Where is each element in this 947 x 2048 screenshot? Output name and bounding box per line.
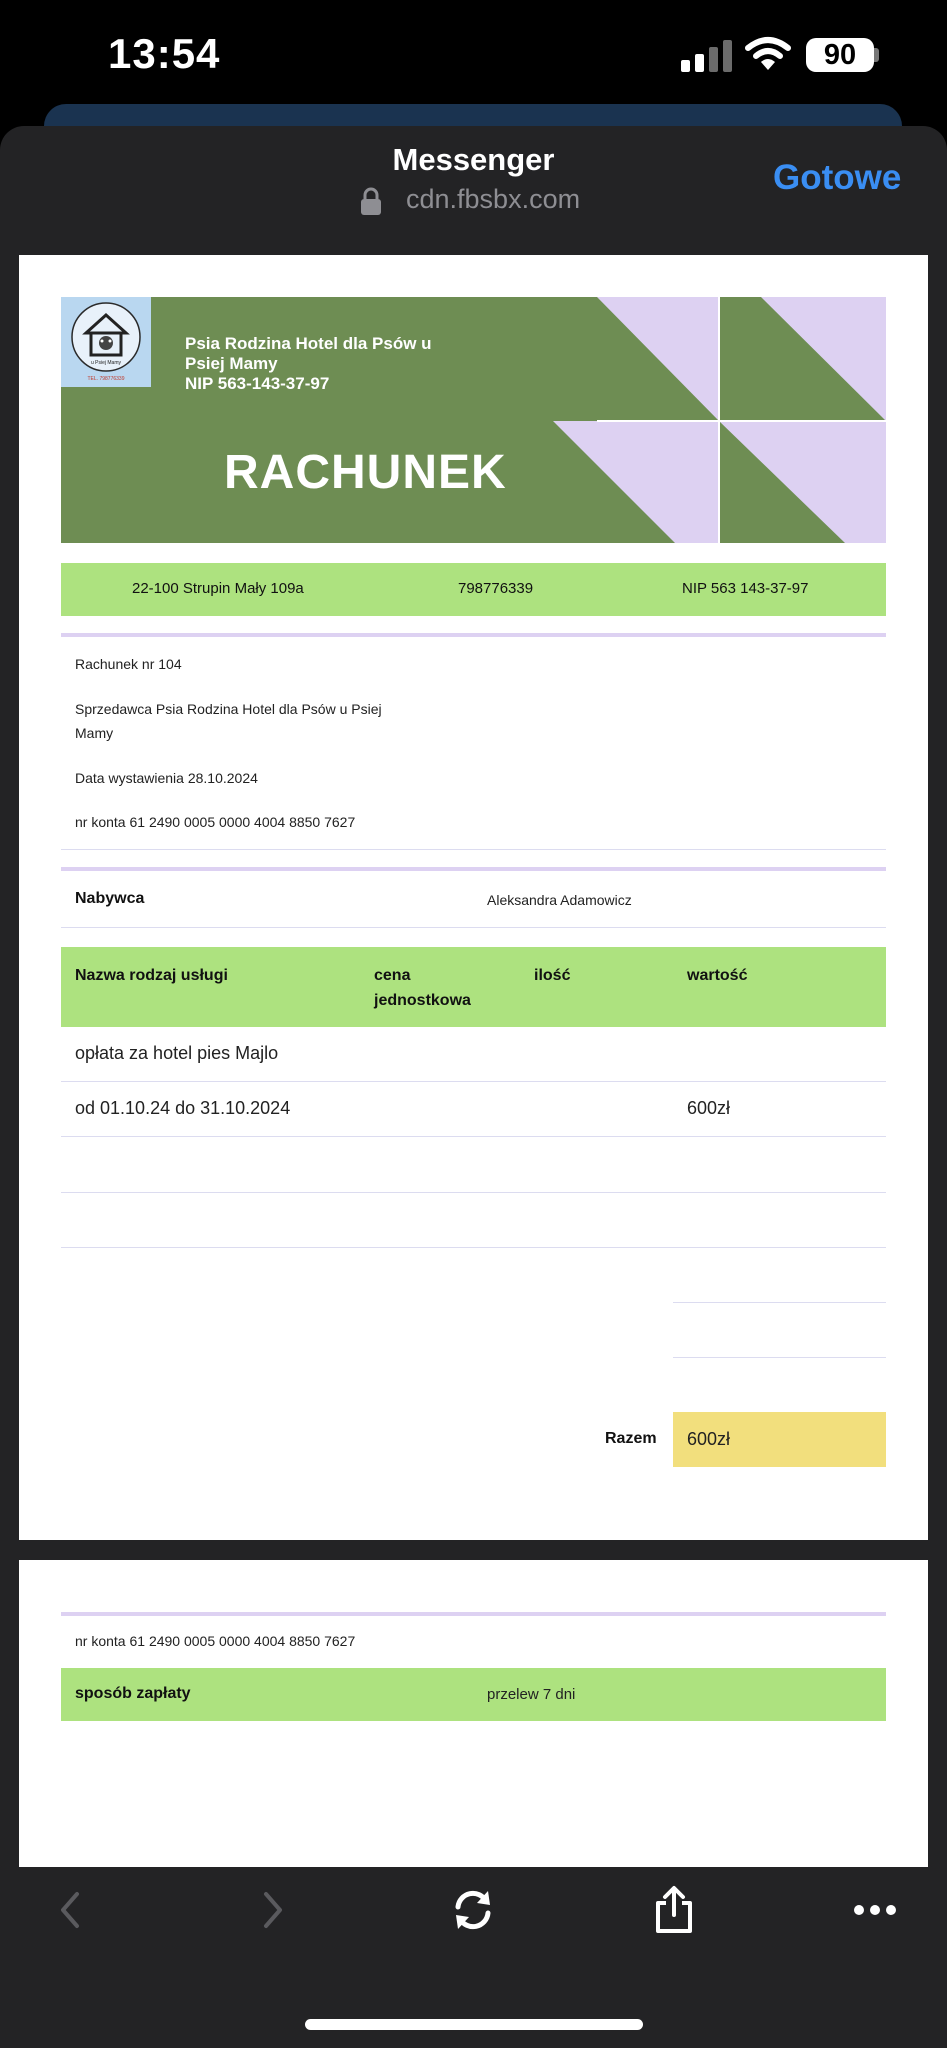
svg-text:u Psiej Mamy: u Psiej Mamy	[90, 360, 122, 366]
buyer-name: Aleksandra Adamowicz	[487, 892, 632, 908]
payment-method-label: sposób zapłaty	[75, 1685, 191, 1702]
invoice-number: Rachunek nr 104	[75, 656, 182, 672]
chevron-right-icon	[258, 1890, 288, 1930]
payment-method-value: przelew 7 dni	[487, 1686, 576, 1703]
browser-title: Messenger	[392, 142, 555, 177]
logo-phone: TEL. 798776339	[87, 376, 125, 382]
seller-info	[75, 697, 382, 745]
done-button[interactable]: Gotowe	[773, 158, 902, 197]
bank-account-page-2: nr konta 61 2490 0005 0000 4004 8850 7627	[75, 1633, 356, 1649]
payment-method-bar	[61, 1668, 886, 1721]
table-row-2-value: 600zł	[687, 1098, 731, 1118]
section-divider	[61, 1612, 886, 1616]
banner-company-nip: NIP 563-143-37-97	[185, 374, 330, 393]
browser-url: cdn.fbsbx.com	[406, 184, 581, 214]
contact-bar	[61, 563, 886, 616]
document-page-1	[19, 255, 928, 1540]
divider	[61, 849, 886, 850]
forward-button[interactable]	[238, 1880, 308, 1940]
refresh-button[interactable]	[438, 1880, 508, 1940]
battery-indicator: 90	[806, 38, 874, 72]
total-label: Razem	[605, 1430, 657, 1447]
more-icon	[853, 1904, 897, 1916]
lock-icon	[358, 186, 384, 216]
column-header-unit-price-line-1: cena	[374, 967, 411, 984]
refresh-icon	[448, 1885, 498, 1935]
column-header-service: Nazwa rodzaj usługi	[75, 967, 228, 984]
table-row-divider	[61, 1136, 886, 1137]
seller-line-1: Sprzedawca Psia Rodzina Hotel dla Psów u Psiej	[75, 701, 382, 717]
divider	[61, 927, 886, 928]
more-button[interactable]	[840, 1880, 910, 1940]
banner-company-line-2: Psiej Mamy	[185, 354, 278, 373]
company-logo	[61, 297, 151, 387]
status-time: 13:54	[108, 30, 221, 77]
summary-divider	[673, 1302, 886, 1303]
total-box	[673, 1412, 886, 1467]
share-button[interactable]	[639, 1880, 709, 1940]
document-title: RACHUNEK	[224, 446, 507, 499]
column-header-unit-price	[374, 963, 471, 1013]
bank-account: nr konta 61 2490 0005 0000 4004 8850 7627	[75, 814, 356, 830]
section-divider	[61, 867, 886, 871]
cellular-signal-icon	[681, 40, 733, 72]
buyer-label: Nabywca	[75, 890, 145, 907]
seller-phone: 798776339	[458, 580, 534, 597]
section-divider	[61, 633, 886, 637]
logo-house-icon	[61, 297, 151, 387]
banner-company-line-1: Psia Rodzina Hotel dla Psów u	[185, 334, 432, 353]
home-indicator[interactable]	[305, 2019, 643, 2030]
seller-line-2: Mamy	[75, 725, 114, 741]
table-row-divider	[61, 1081, 886, 1082]
seller-address: 22-100 Strupin Mały 109a	[132, 580, 304, 597]
wifi-icon	[744, 36, 792, 72]
chevron-left-icon	[55, 1890, 85, 1930]
table-row-2-service: od 01.10.24 do 31.10.2024	[75, 1098, 291, 1118]
issue-date: Data wystawienia 28.10.2024	[75, 770, 258, 786]
table-row-divider	[61, 1247, 886, 1248]
back-button[interactable]	[35, 1880, 105, 1940]
items-table-header	[61, 947, 886, 1027]
invoice-banner	[61, 297, 886, 543]
document-page-2	[19, 1560, 928, 1867]
column-header-quantity: ilość	[534, 967, 571, 984]
table-row-divider	[61, 1192, 886, 1193]
banner-company-name	[185, 334, 445, 394]
status-bar	[0, 0, 947, 110]
total-value: 600zł	[687, 1429, 731, 1449]
seller-nip: NIP 563 143-37-97	[682, 580, 809, 597]
column-header-value: wartość	[687, 967, 748, 984]
battery-tip	[874, 48, 879, 62]
summary-divider	[673, 1357, 886, 1358]
share-icon	[652, 1885, 696, 1935]
table-row-1-service: opłata za hotel pies Majlo	[75, 1043, 279, 1063]
column-header-unit-price-line-2: jednostkowa	[374, 992, 471, 1009]
